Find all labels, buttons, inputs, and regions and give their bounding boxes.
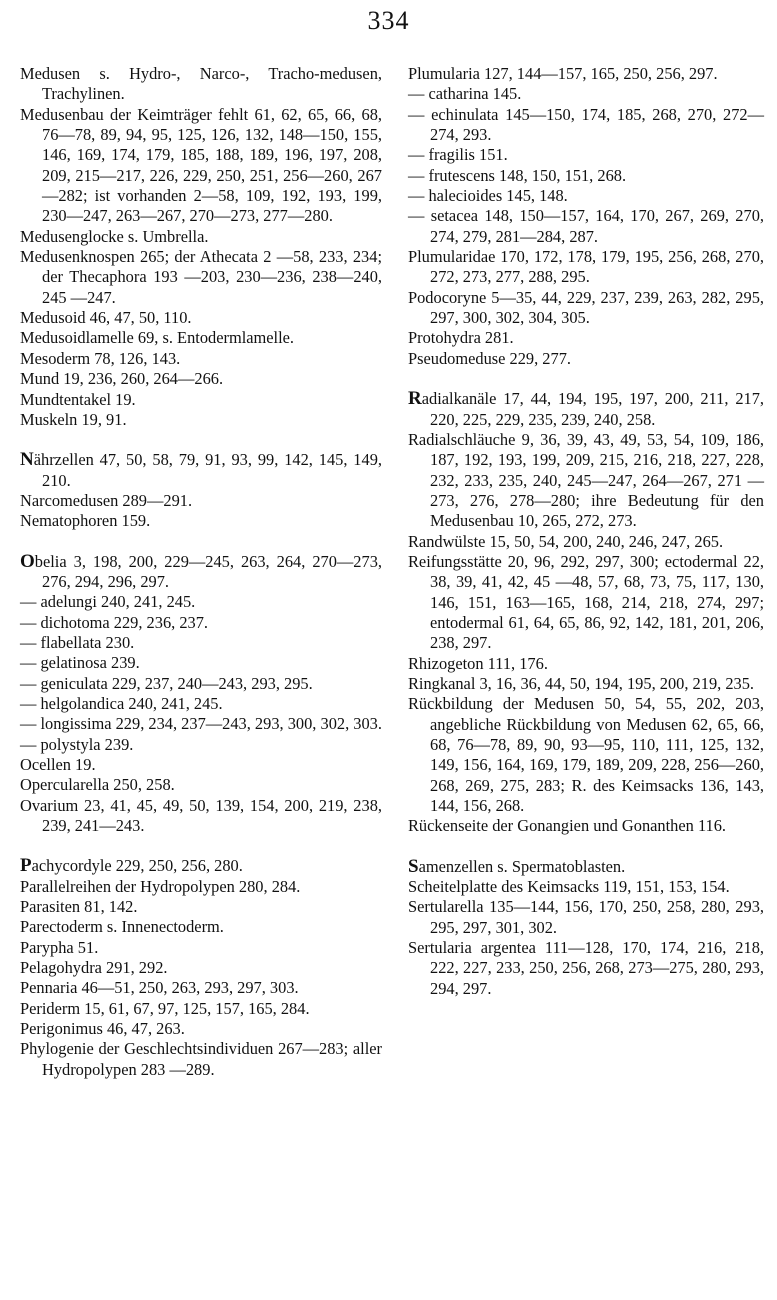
page-number: 334 xyxy=(367,6,410,35)
index-entry xyxy=(408,430,764,532)
index-entry xyxy=(20,755,382,775)
index-entry-text: Ocellen 19. xyxy=(20,755,96,774)
index-entry-text: Muskeln 19, 91. xyxy=(20,409,127,429)
index-entry xyxy=(20,796,382,837)
index-entry-text: Opercularella 250, 258. xyxy=(20,775,175,795)
index-entry xyxy=(20,775,382,795)
index-entry xyxy=(408,857,764,877)
index-entry-text: Pennaria 46—51, 250, 263, 293, 297, 303. xyxy=(20,978,299,998)
index-entry xyxy=(408,206,764,247)
index-entry-text: Scheitelplatte des Keimsacks 119, 151, 153, 154. xyxy=(408,877,730,897)
index-entry xyxy=(20,613,382,633)
index-entry-text: Medusoid 46, 47, 50, 110. xyxy=(20,308,192,328)
index-entry xyxy=(20,511,382,531)
index-entry xyxy=(20,917,382,937)
index-entry-text: Sertularia argentea 111—128, 170, 174, 216, 218, 222, 227, 233, 250, 256, 268, 273—275, 280, 293, 294, 297. xyxy=(408,938,764,998)
index-entry xyxy=(20,227,382,247)
index-entry-text: — adelungi 240, 241, 245. xyxy=(20,592,196,612)
index-entry-text: Reifungsstätte 20, 96, 292, 297, 300; ectodermal 22, 38, 39, 41, 42, 45 —48, 57, 68, 73, 75, 117, 130, 146, 151, 163—165, 168, 214, 218, 274, 297; entodermal 61, 64, 65, 86, 92, 142, 181, 201, 206, 238, 297. xyxy=(408,551,764,653)
index-entry-text: Parectoderm s. Innenectoderm. xyxy=(20,917,224,937)
index-entry-text: Podocoryne 5—35, 44, 229, 237, 239, 263, 282, 295, 297, 300, 302, 304, 305. xyxy=(408,287,764,328)
index-entry-text: — geniculata 229, 237, 240—243, 293, 295. xyxy=(20,673,313,693)
index-entry-text: — fragilis 151. xyxy=(408,145,508,165)
index-entry-text: Phylogenie der Geschlechtsindividuen 267—283; aller Hydropolypen 283 —289. xyxy=(20,1039,382,1079)
index-entry xyxy=(408,145,764,165)
index-entry xyxy=(408,166,764,186)
index-entry-text: achycordyle 229, 250, 256, 280. xyxy=(31,856,243,876)
index-entry-text: — halecioides 145, 148. xyxy=(408,186,568,206)
index-entry xyxy=(20,410,382,430)
index-entry xyxy=(20,328,382,348)
index-entry xyxy=(408,532,764,552)
section-gap xyxy=(408,369,764,389)
index-entry xyxy=(408,816,764,836)
index-entry-text: — setacea 148, 150—157, 164, 170, 267, 269, 270, 274, 279, 281—284, 287. xyxy=(408,206,764,246)
index-entry xyxy=(20,856,382,876)
index-entry xyxy=(408,349,764,369)
index-entry-text: — longissima 229, 234, 237—243, 293, 300, 302, 303. xyxy=(20,714,382,734)
index-entry-text: Rhizogeton 111, 176. xyxy=(408,653,548,673)
index-entry-text: Randwülste 15, 50, 54, 200, 240, 246, 247, 265. xyxy=(408,531,724,551)
index-entry-text: Ovarium 23, 41, 45, 49, 50, 139, 154, 200, 219, 238, 239, 241—243. xyxy=(20,795,382,836)
left-column xyxy=(20,64,382,1080)
index-entry-text: Pelagohydra 291, 292. xyxy=(20,958,168,978)
index-entry-text: — dichotoma 229, 236, 237. xyxy=(20,612,209,632)
index-entry xyxy=(20,674,382,694)
index-entry-text: Medusenknospen 265; der Athecata 2 —58, 233, 234; der Thecaphora 193 —203, 230—236, 238—240, 245 —247. xyxy=(20,247,382,307)
index-entry xyxy=(20,369,382,389)
index-entry xyxy=(20,491,382,511)
index-entry-text: Protohydra 281. xyxy=(408,328,514,348)
section-initial-letter: N xyxy=(20,449,34,471)
index-entry xyxy=(20,1039,382,1080)
index-entry-text: — polystyla 239. xyxy=(20,734,134,754)
index-entry xyxy=(20,978,382,998)
index-entry xyxy=(20,552,382,593)
index-entry xyxy=(20,349,382,369)
index-entry xyxy=(20,308,382,328)
index-entry xyxy=(20,694,382,714)
index-entry xyxy=(408,247,764,288)
index-entry xyxy=(408,84,764,104)
index-entry xyxy=(20,735,382,755)
index-entry-text: Plumularia 127, 144—157, 165, 250, 256, 297. xyxy=(408,64,718,83)
index-entry-text: Ringkanal 3, 16, 36, 44, 50, 194, 195, 200, 219, 235. xyxy=(408,673,755,693)
index-entry-text: — gelatinosa 239. xyxy=(20,653,140,673)
index-entry-text: Mesoderm 78, 126, 143. xyxy=(20,348,181,368)
index-entry xyxy=(20,450,382,491)
index-entry-text: Radialschläuche 9, 36, 39, 43, 49, 53, 54, 109, 186, 187, 192, 193, 199, 209, 215, 216, 218, 227, 228, 232, 233, 235, 240, 245—247, 264—267, 271 —273, 276, 278—280; ihre Bedeutung für den Medusenbau 10, 265, 272, 273. xyxy=(408,429,764,531)
index-entry-text: amenzellen s. Spermatoblasten. xyxy=(418,856,626,876)
index-entry xyxy=(20,999,382,1019)
index-entry xyxy=(408,328,764,348)
index-entry-text: Parallelreihen der Hydropolypen 280, 284. xyxy=(20,876,301,896)
index-entry xyxy=(20,64,382,105)
index-entry-text: — catharina 145. xyxy=(408,84,522,104)
index-entry xyxy=(20,390,382,410)
section-initial-letter: R xyxy=(408,388,422,410)
index-entry xyxy=(408,186,764,206)
index-entry xyxy=(408,552,764,654)
index-entry-text: Periderm 15, 61, 67, 97, 125, 157, 165, 284. xyxy=(20,998,310,1018)
index-entry xyxy=(408,674,764,694)
index-entry-text: Rückbildung der Medusen 50, 54, 55, 202, 203, angebliche Rückbildung von Medusen 62, 65, 66, 68, 76—78, 89, 90, 93—95, 110, 111, 125, 132, 149, 156, 164, 169, 179, 189, 209, 228, 256—260, 268, 269, 275, 283; R. des Keimsacks 136, 143, 144, 156, 268. xyxy=(408,694,764,816)
index-entry-text: Nematophoren 159. xyxy=(20,511,151,531)
index-entry-text: — echinulata 145—150, 174, 185, 268, 270, 272—274, 293. xyxy=(408,104,764,145)
index-entry-text: Narcomedusen 289—291. xyxy=(20,490,193,510)
right-column xyxy=(408,64,764,999)
index-entry-text: adialkanäle 17, 44, 194, 195, 197, 200, 211, 217, 220, 225, 229, 235, 239, 240, 258. xyxy=(421,389,764,429)
index-entry xyxy=(20,958,382,978)
index-entry-text: Medusenbau der Keimträger fehlt 61, 62, 65, 66, 68, 76—78, 89, 94, 95, 125, 126, 132, 148—150, 155, 146, 169, 174, 179, 185, 188, 189, 196, 197, 208, 209, 215—217, 226, 229, 250, 251, 256—260, 267—282; ist vorhanden 2—58, 109, 192, 193, 199, 230—247, 263—267, 270—273, 277—280. xyxy=(20,104,382,226)
index-entry-text: Medusoidlamelle 69, s. Entodermlamelle. xyxy=(20,328,295,348)
index-entry xyxy=(408,897,764,938)
index-entry-text: Parasiten 81, 142. xyxy=(20,897,138,917)
index-entry xyxy=(20,897,382,917)
index-entry-text: Medusenglocke s. Umbrella. xyxy=(20,226,209,246)
index-entry xyxy=(408,105,764,146)
index-entry-text: Mund 19, 236, 260, 264—266. xyxy=(20,369,224,389)
index-entry xyxy=(408,654,764,674)
index-entry-text: Rückenseite der Gonangien und Gonanthen 116. xyxy=(408,816,727,836)
index-entry xyxy=(20,592,382,612)
index-entry-text: — frutescens 148, 150, 151, 268. xyxy=(408,165,627,185)
index-entry-text: Plumularidae 170, 172, 178, 179, 195, 256, 268, 270, 272, 273, 277, 288, 295. xyxy=(408,247,764,287)
index-entry-text: Medusen s. Hydro-, Narco-, Tracho-medusen, Trachylinen. xyxy=(20,64,382,104)
section-initial-letter: S xyxy=(408,855,419,877)
index-entry-text: — flabellata 230. xyxy=(20,632,135,652)
section-gap xyxy=(408,837,764,857)
index-entry xyxy=(408,288,764,329)
section-gap xyxy=(20,430,382,450)
index-entry xyxy=(20,247,382,308)
index-entry xyxy=(408,389,764,430)
index-entry xyxy=(20,877,382,897)
index-entry xyxy=(20,105,382,227)
section-gap xyxy=(20,532,382,552)
index-entry xyxy=(20,1019,382,1039)
section-initial-letter: O xyxy=(20,550,35,572)
index-entry-text: belia 3, 198, 200, 229—245, 263, 264, 270—273, 276, 294, 296, 297. xyxy=(34,551,382,591)
index-entry xyxy=(20,633,382,653)
index-entry xyxy=(408,938,764,999)
section-gap xyxy=(20,836,382,856)
index-entry xyxy=(20,653,382,673)
index-entry xyxy=(408,877,764,897)
index-entry xyxy=(20,938,382,958)
index-entry xyxy=(408,694,764,816)
index-entry-text: Pseudomeduse 229, 277. xyxy=(408,348,571,368)
index-entry xyxy=(408,64,764,84)
index-entry-text: Perigonimus 46, 47, 263. xyxy=(20,1019,185,1039)
section-initial-letter: P xyxy=(20,855,32,877)
index-entry-text: Parypha 51. xyxy=(20,937,99,957)
index-entry xyxy=(20,714,382,734)
index-entry-text: — helgolandica 240, 241, 245. xyxy=(20,693,223,713)
index-entry-text: ährzellen 47, 50, 58, 79, 91, 93, 99, 142, 145, 149, 210. xyxy=(33,450,382,490)
index-entry-text: Sertularella 135—144, 156, 170, 250, 258, 280, 293, 295, 297, 301, 302. xyxy=(408,897,764,937)
index-entry-text: Mundtentakel 19. xyxy=(20,389,136,409)
